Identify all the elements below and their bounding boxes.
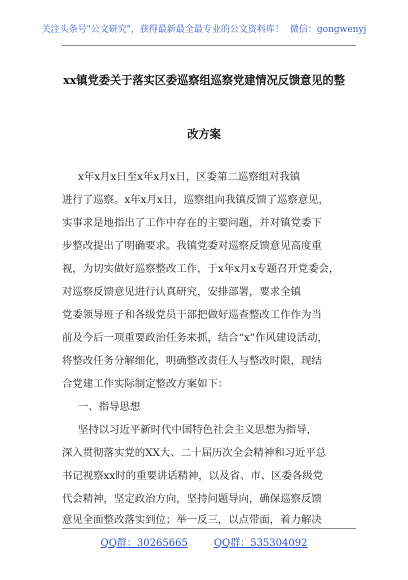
paragraph-line: 代会精神，坚定政治方向，坚持问题导向，确保巡察反馈 bbox=[62, 493, 322, 505]
section-heading: 一、指导思想 bbox=[78, 401, 141, 413]
paragraph-line: 书记视察xx时的重要讲话精神，以及省、市、区委各级党 bbox=[62, 470, 324, 482]
paragraph-line: 前及今后一项重要政治任务来抓，结合“x”作风建设活动， bbox=[62, 332, 328, 344]
header-divider bbox=[62, 45, 356, 46]
paragraph-line: 实事求是地指出了工作中存在的主要问题，并对镇党委下 bbox=[62, 217, 322, 229]
paragraph-line: 党委领导班子和各级党员干部把做好巡查整改工作作为当 bbox=[62, 309, 322, 321]
footer-qq-group-1[interactable]: QQ群：30265665 bbox=[100, 538, 188, 549]
document-title-line1: xx镇党委关于落实区委巡察组巡察党建情况反馈意见的整 bbox=[63, 73, 345, 87]
paragraph-line: 坚持以习近平新时代中国特色社会主义思想为指导， bbox=[78, 424, 317, 436]
document-title-line2: 改方案 bbox=[187, 127, 221, 141]
paragraph-line: 对巡察反馈意见进行认真研究，安排部署，要求全镇 bbox=[62, 286, 301, 298]
header-banner bbox=[0, 22, 408, 35]
footer-divider bbox=[62, 528, 356, 529]
footer-qq-group-2[interactable]: QQ群：535304092 bbox=[213, 538, 308, 549]
paragraph-line: x年x月x日至x年x月x日，区委第二巡察组对我镇 bbox=[78, 171, 301, 183]
paragraph-line: 将整改任务分解细化，明确整改责任人与整改时限，现结 bbox=[62, 355, 322, 367]
footer-banner bbox=[0, 534, 408, 549]
paragraph-line: 视，为切实做好巡察整改工作，于x年x月x专题召开党委会， bbox=[62, 263, 340, 275]
header-wechat-text: 微信：gongwenyj bbox=[289, 25, 367, 35]
paragraph-line: 合党建工作实际制定整改方案如下： bbox=[62, 378, 229, 390]
paragraph-line: 进行了巡察。x年x月x日，巡察组向我镇反馈了巡察意见， bbox=[62, 194, 329, 206]
header-promo-text: 关注头条号"公文研究"，获得最新最全最专业的公文资料库！ bbox=[41, 25, 284, 35]
paragraph-line: 步整改提出了明确要求。我镇党委对巡察反馈意见高度重 bbox=[62, 240, 322, 252]
paragraph-line: 意见全面整改落实到位；举一反三，以点带面，着力解决 bbox=[62, 514, 322, 526]
paragraph-line: 深入贯彻落实党的XX大、二十届历次全会精神和习近平总 bbox=[62, 447, 327, 459]
